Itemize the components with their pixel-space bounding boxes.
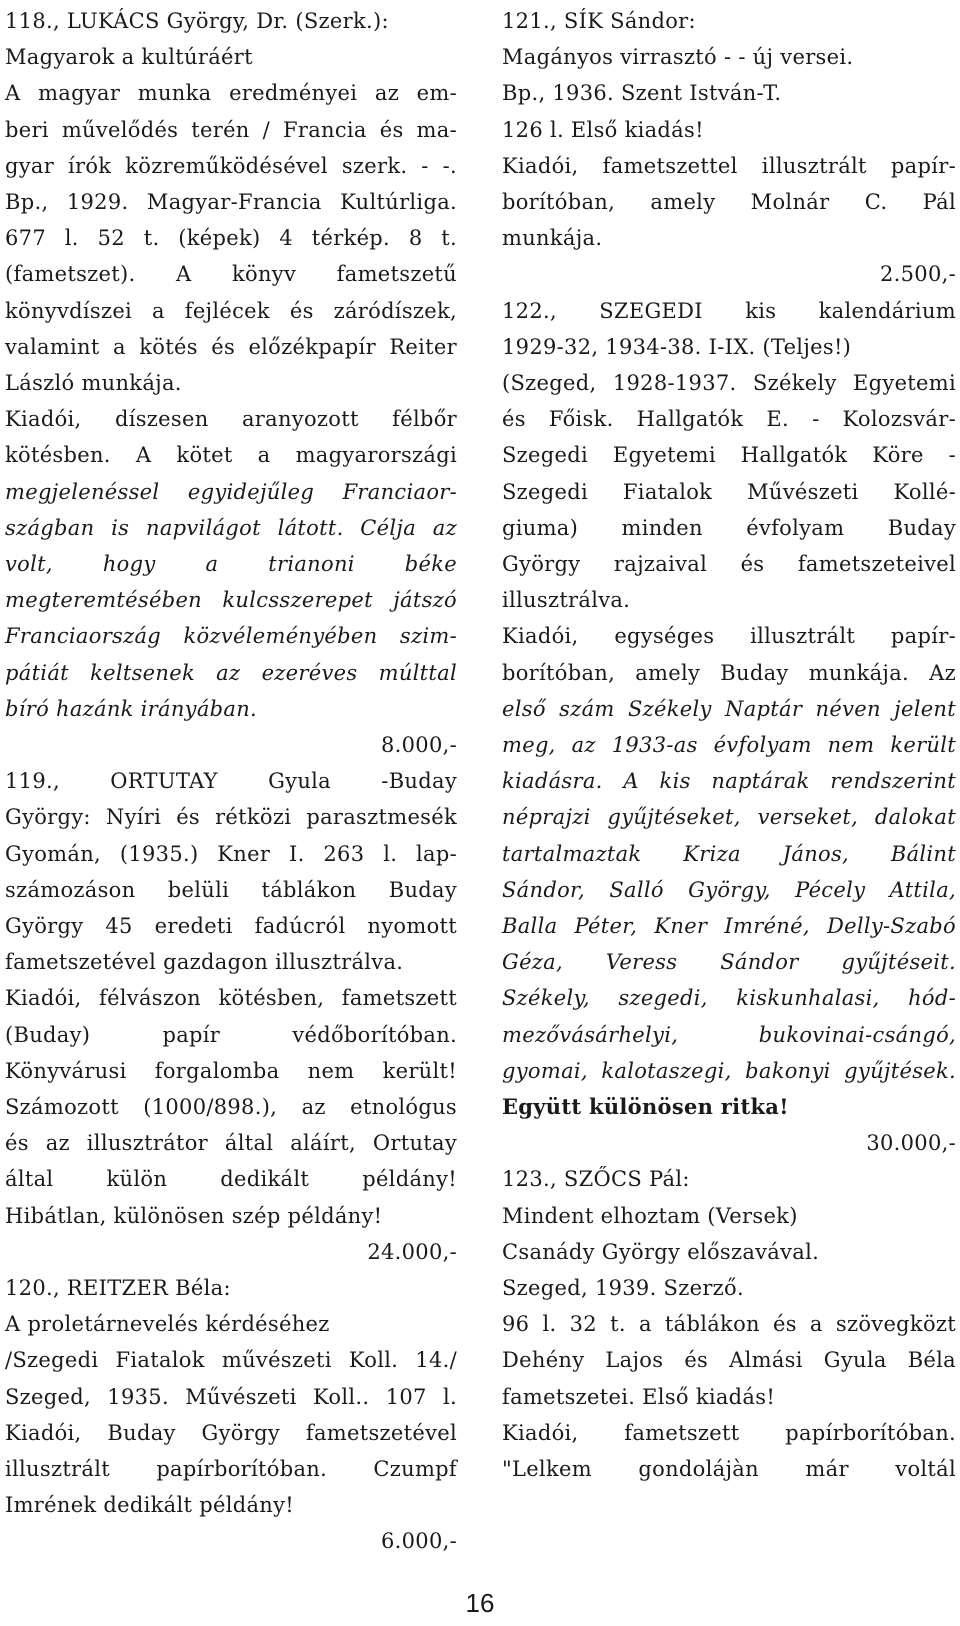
entry-heading: 121., SÍK Sándor: bbox=[502, 9, 696, 33]
entry-heading: 122., SZEGEDI kis kalendárium bbox=[502, 298, 956, 323]
entry-line: Kiadói, félvászon kötésben, fametszett bbox=[5, 986, 457, 1011]
entry-line: Mindent elhoztam (Versek) bbox=[502, 1203, 798, 1228]
entry-line: Franciaország közvéleményében szim- bbox=[5, 624, 457, 649]
entry-line: A magyar munka eredményei az em- bbox=[5, 81, 457, 106]
entry-line: Magányos virrasztó - - új versei. bbox=[502, 45, 854, 70]
entry-line: Kiadói, fametszett papírborítóban. bbox=[502, 1420, 956, 1445]
entry-line: mezővásárhelyi, bukovinai-csángó, bbox=[502, 1022, 956, 1047]
entry-line: számozáson belüli táblákon Buday bbox=[5, 877, 457, 902]
entry-line: bíró hazánk irányában. bbox=[5, 696, 258, 721]
entry-line: (fametszet). A könyv fametszetű bbox=[5, 262, 457, 287]
entry-line: Dehény Lajos és Almási Gyula Béla bbox=[502, 1348, 956, 1373]
entry-line: Balla Péter, Kner Imréné, Delly-Szabó bbox=[502, 914, 956, 938]
entry-price: 8.000,- bbox=[381, 733, 457, 757]
entry-line: giuma) minden évfolyam Buday bbox=[502, 515, 956, 540]
entry-line: Imrének dedikált példány! bbox=[5, 1493, 295, 1518]
entry-line: Hibátlan, különösen szép példány! bbox=[5, 1203, 383, 1228]
entry-heading: 120., REITZER Béla: bbox=[5, 1276, 231, 1300]
entry-line: Kiadói, egységes illusztrált papír- bbox=[502, 624, 956, 649]
entry-line: kiadásra. A kis naptárak rendszerint bbox=[502, 769, 956, 794]
entry-line: szágban is napvilágot látott. Célja az bbox=[5, 515, 457, 540]
entry-line: beri művelődés terén / Francia és ma- bbox=[5, 117, 457, 142]
entry-line: fametszetével gazdagon illusztrálva. bbox=[5, 950, 404, 975]
entry-line: Kiadói, Buday György fametszetével bbox=[5, 1420, 457, 1445]
entry-line: borítóban, amely Buday munkája. Az bbox=[502, 660, 956, 685]
entry-line: Könyvárusi forgalomba nem került! bbox=[5, 1058, 457, 1083]
entry-line: György 45 eredeti fadúcról nyomott bbox=[5, 914, 457, 938]
entry-line: (Szeged, 1928-1937. Székely Egyetemi bbox=[502, 371, 956, 395]
entry-line: tartalmaztak Kriza János, Bálint bbox=[502, 841, 956, 866]
entry-price: 30.000,- bbox=[866, 1131, 956, 1156]
entry-line: A proletárnevelés kérdéséhez bbox=[5, 1312, 330, 1337]
entry-line: gyomai, kalotaszegi, bakonyi gyűjtések. bbox=[502, 1058, 956, 1083]
entry-line: (Buday) papír védőborítóban. bbox=[5, 1022, 457, 1047]
entry-line: valamint a kötés és előzékpapír Reiter bbox=[5, 334, 457, 359]
entry-price: 2.500,- bbox=[880, 262, 956, 287]
entry-line: Géza, Veress Sándor gyűjtéseit. bbox=[502, 950, 956, 975]
entry-line: és Főisk. Hallgatók E. - Kolozsvár- bbox=[502, 407, 956, 432]
entry-line: megjelenéssel egyidejűleg Franciaor- bbox=[5, 479, 457, 504]
entry-line: meg, az 1933-as évfolyam nem került bbox=[502, 733, 956, 757]
entry-line: volt, hogy a trianoni béke bbox=[5, 552, 457, 576]
entry-line: megteremtésében kulcsszerepet játszó bbox=[5, 588, 457, 613]
entry-price: 24.000,- bbox=[367, 1239, 457, 1264]
entry-line: 677 l. 52 t. (képek) 4 térkép. 8 t. bbox=[5, 226, 457, 251]
entry-line: György: Nyíri és rétközi parasztmesék bbox=[5, 805, 457, 830]
entry-price: 6.000,- bbox=[381, 1529, 457, 1554]
entry-line: első szám Székely Naptár néven jelent bbox=[502, 696, 956, 721]
entry-line: borítóban, amely Molnár C. Pál bbox=[502, 190, 956, 214]
entry-heading: 123., SZŐCS Pál: bbox=[502, 1167, 690, 1192]
entry-line: Székely, szegedi, kiskunhalasi, hód- bbox=[502, 986, 956, 1011]
entry-line: Sándor, Salló György, Pécely Attila, bbox=[502, 877, 956, 902]
entry-line: illusztrált papírborítóban. Czumpf bbox=[5, 1457, 457, 1481]
entry-line: 126 l. Első kiadás! bbox=[502, 117, 704, 142]
entry-line: és az illusztrátor által aláírt, Ortutay bbox=[5, 1131, 457, 1156]
entry-line: /Szegedi Fiatalok művészeti Koll. 14./ bbox=[5, 1348, 457, 1373]
entry-line: Kiadói, díszesen aranyozott félbőr bbox=[5, 407, 457, 432]
entry-line: Magyarok a kultúráért bbox=[5, 45, 253, 70]
entry-line: László munkája. bbox=[5, 371, 182, 395]
entry-line: Együtt különösen ritka! bbox=[502, 1094, 789, 1119]
entry-line: illusztrálva. bbox=[502, 588, 631, 613]
entry-line: György rajzaival és fametszeteivel bbox=[502, 552, 956, 576]
entry-line: gyar írók közreműködésével szerk. - -. bbox=[5, 153, 457, 178]
entry-line: könyvdíszei a fejlécek és záródíszek, bbox=[5, 298, 457, 323]
entry-line: Számozott (1000/898.), az etnológus bbox=[5, 1095, 457, 1119]
entry-heading: 119., ORTUTAY Gyula -Buday bbox=[5, 769, 457, 794]
entry-line: Csanády György előszavával. bbox=[502, 1239, 820, 1264]
entry-line: Gyomán, (1935.) Kner I. 263 l. lap- bbox=[5, 841, 457, 866]
entry-line: Szeged, 1939. Szerző. bbox=[502, 1276, 744, 1300]
entry-line: által külön dedikált példány! bbox=[5, 1167, 457, 1192]
entry-line: Kiadói, fametszettel illusztrált papír- bbox=[502, 153, 956, 178]
entry-line: fametszetei. Első kiadás! bbox=[502, 1384, 776, 1409]
entry-line: 1929-32, 1934-38. I-IX. (Teljes!) bbox=[502, 334, 852, 359]
entry-line: kötésben. A kötet a magyarországi bbox=[5, 443, 457, 468]
entry-line: Szeged, 1935. Művészeti Koll.. 107 l. bbox=[5, 1384, 457, 1409]
entry-line: munkája. bbox=[502, 226, 603, 251]
entry-line: 96 l. 32 t. a táblákon és a szövegközt bbox=[502, 1312, 956, 1337]
entry-line: Bp., 1936. Szent István-T. bbox=[502, 81, 782, 106]
entry-heading: 118., LUKÁCS György, Dr. (Szerk.): bbox=[5, 9, 389, 33]
entry-line: Bp., 1929. Magyar-Francia Kultúrliga. bbox=[5, 190, 457, 214]
entry-line: Szegedi Fiatalok Művészeti Kollé- bbox=[502, 479, 956, 504]
entry-line: Szegedi Egyetemi Hallgatók Köre - bbox=[502, 443, 956, 468]
page-number: 16 bbox=[465, 1588, 495, 1618]
entry-line: "Lelkem gondolájàn már voltál bbox=[502, 1457, 956, 1481]
entry-line: néprajzi gyűjtéseket, verseket, dalokat bbox=[502, 805, 956, 830]
entry-line: pátiát keltsenek az ezeréves múlttal bbox=[5, 660, 457, 685]
